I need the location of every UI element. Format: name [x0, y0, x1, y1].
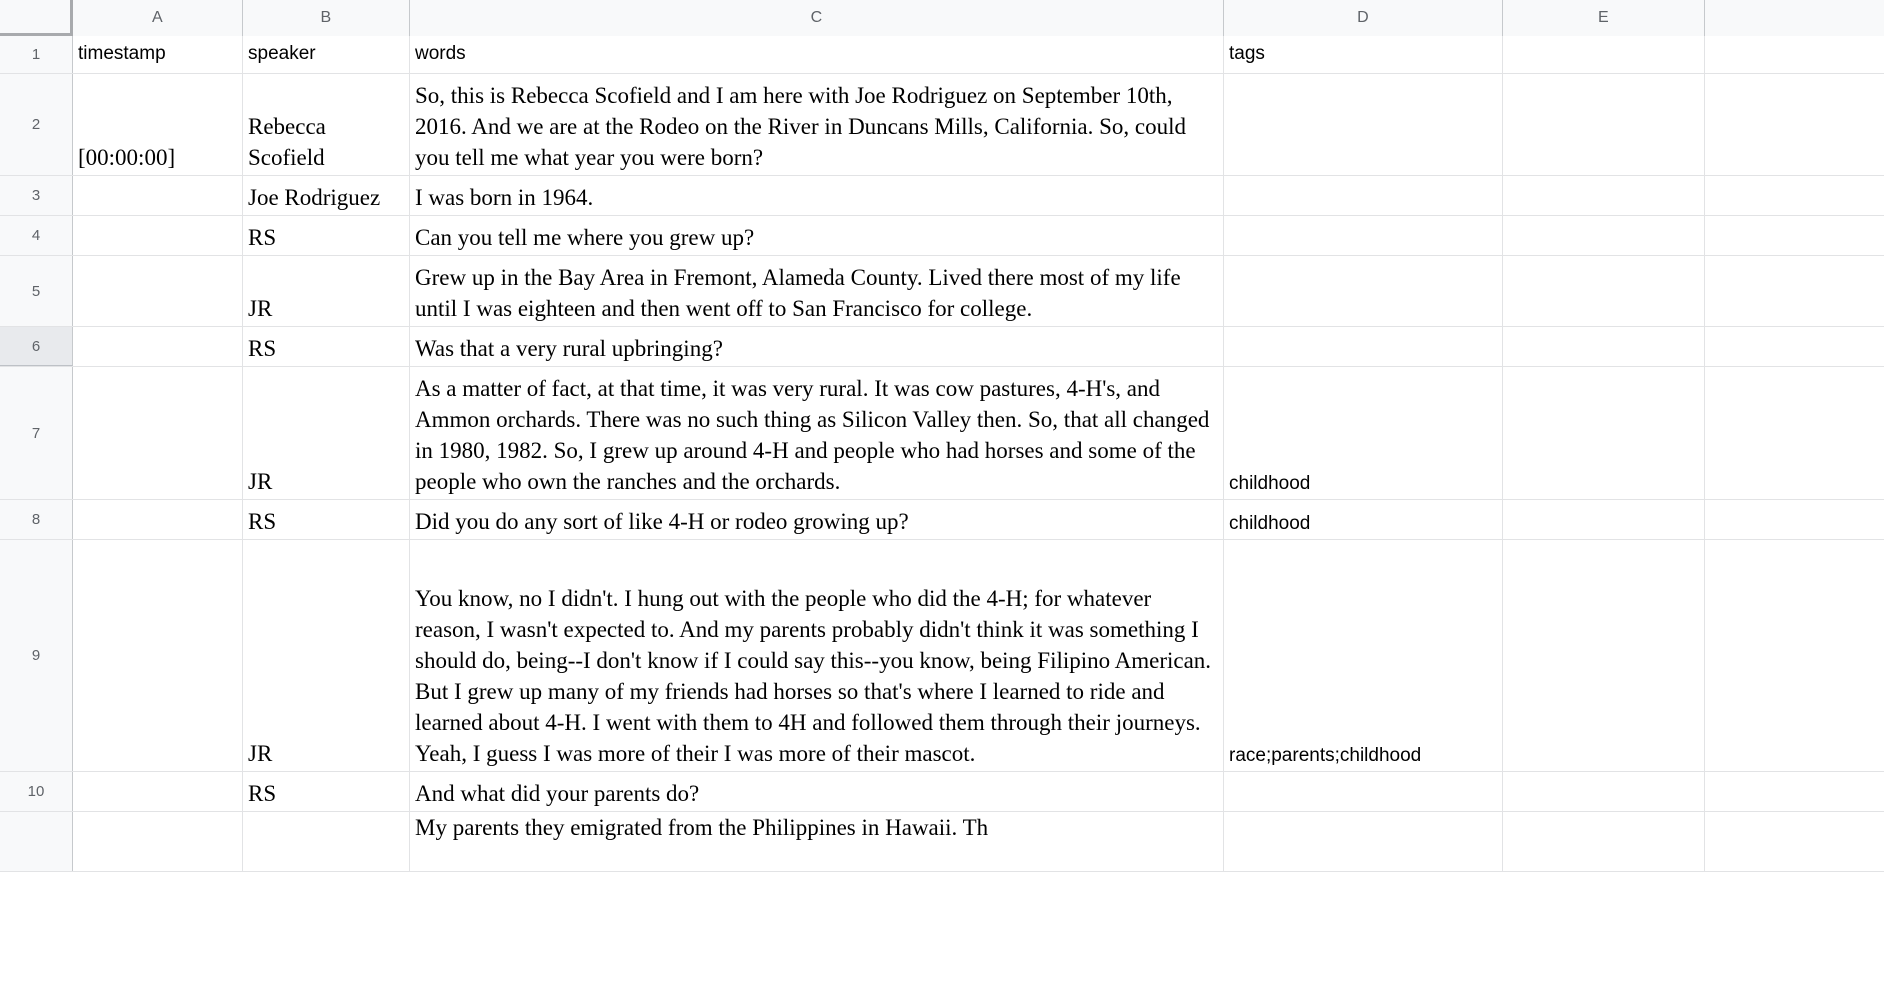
column-header-c[interactable]: C: [410, 0, 1224, 36]
cell-c9[interactable]: [410, 540, 1224, 771]
cell-b5[interactable]: [243, 256, 410, 326]
cell-e7[interactable]: [1503, 367, 1705, 499]
cell-d9-text: race;parents;childhood: [1229, 745, 1422, 766]
cell-c11-text: My parents they emigrated from the Philippines in Hawaii. Th: [415, 815, 989, 840]
cell-d11[interactable]: [1224, 812, 1503, 871]
cell-c1-text: words: [415, 42, 466, 64]
cell-a9[interactable]: [73, 540, 243, 771]
cell-c5-text: Grew up in the Bay Area in Fremont, Alameda County. Lived there most of my life until I was eighteen and then went off to San Francisco for college.: [415, 265, 1187, 321]
cell-b4-text: RS: [248, 225, 277, 250]
table-row[interactable]: [0, 327, 1884, 367]
cell-d1-text: tags: [1229, 42, 1265, 64]
cell-b9-text: JR: [248, 741, 273, 766]
cell-c8[interactable]: [410, 500, 1224, 539]
table-row[interactable]: [0, 540, 1884, 772]
cell-f4[interactable]: [1705, 216, 1884, 255]
row-header-2[interactable]: 2: [0, 74, 73, 175]
cell-b3-text: Joe Rodriguez: [248, 185, 381, 210]
cell-a11[interactable]: [73, 812, 243, 871]
cell-c1[interactable]: [410, 36, 1224, 73]
row-header-1[interactable]: 1: [0, 36, 73, 73]
cell-c7[interactable]: [410, 367, 1224, 499]
cell-c4[interactable]: [410, 216, 1224, 255]
cell-b1-text: speaker: [248, 42, 316, 64]
cell-f11[interactable]: [1705, 812, 1884, 871]
column-header-d[interactable]: D: [1224, 0, 1503, 36]
cell-d1[interactable]: [1224, 36, 1503, 73]
cell-a4[interactable]: [73, 216, 243, 255]
cell-b5-text: JR: [248, 296, 273, 321]
cell-b7[interactable]: [243, 367, 410, 499]
cell-f7[interactable]: [1705, 367, 1884, 499]
cell-e8[interactable]: [1503, 500, 1705, 539]
cell-a7[interactable]: [73, 367, 243, 499]
cell-f9[interactable]: [1705, 540, 1884, 771]
column-header-row: [0, 0, 1884, 36]
row-header-7[interactable]: 7: [0, 367, 73, 499]
cell-b10[interactable]: [243, 772, 410, 811]
table-row[interactable]: [0, 500, 1884, 540]
cell-b9[interactable]: [243, 540, 410, 771]
column-header-b[interactable]: B: [243, 0, 410, 36]
cell-b1[interactable]: [243, 36, 410, 73]
cell-a1[interactable]: [73, 36, 243, 73]
table-row[interactable]: [0, 772, 1884, 812]
cell-a3[interactable]: [73, 176, 243, 215]
cell-b11[interactable]: [243, 812, 410, 871]
cell-d5[interactable]: [1224, 256, 1503, 326]
table-row[interactable]: [0, 36, 1884, 74]
row-header-6[interactable]: 6: [0, 327, 73, 366]
cell-c5[interactable]: [410, 256, 1224, 326]
cell-d4[interactable]: [1224, 216, 1503, 255]
cell-f1[interactable]: [1705, 36, 1884, 73]
cell-d9[interactable]: [1224, 540, 1503, 771]
row-header-4[interactable]: 4: [0, 216, 73, 255]
cell-a5[interactable]: [73, 256, 243, 326]
cell-a2[interactable]: [73, 74, 243, 175]
cell-f6[interactable]: [1705, 327, 1884, 366]
cell-a2-text: [00:00:00]: [78, 145, 176, 170]
cell-c7-text: As a matter of fact, at that time, it was very rural. It was cow pastures, 4-H's, and Ammon orchards. There was no such thing as Silicon Valley then. So, that all changed in 1980, 1982. So, I grew up around 4-H and people who had horses and some of the people who own the ranches and the orchards.: [415, 376, 1216, 494]
row-header-9[interactable]: 9: [0, 540, 73, 771]
cell-c8-text: Did you do any sort of like 4-H or rodeo growing up?: [415, 509, 909, 534]
grid-body: [0, 36, 1884, 872]
cell-d10[interactable]: [1224, 772, 1503, 811]
cell-c6-text: Was that a very rural upbringing?: [415, 336, 723, 361]
cell-c2-text: So, this is Rebecca Scofield and I am here with Joe Rodriguez on September 10th, 2016. And we are at the Rodeo on the River in Duncans Mills, California. So, could you tell me what year you were born?: [415, 83, 1192, 170]
column-header-e[interactable]: E: [1503, 0, 1705, 36]
column-header-a[interactable]: A: [73, 0, 243, 36]
row-header-10[interactable]: 10: [0, 772, 73, 811]
cell-d7[interactable]: [1224, 367, 1503, 499]
cell-e2[interactable]: [1503, 74, 1705, 175]
cell-b2-text: Rebecca Scofield: [248, 114, 332, 170]
cell-b7-text: JR: [248, 469, 273, 494]
cell-f5[interactable]: [1705, 256, 1884, 326]
table-row[interactable]: [0, 367, 1884, 500]
table-row[interactable]: [0, 216, 1884, 256]
cell-d2[interactable]: [1224, 74, 1503, 175]
table-row[interactable]: [0, 812, 1884, 872]
cell-b3[interactable]: [243, 176, 410, 215]
cell-e3[interactable]: [1503, 176, 1705, 215]
cell-c3-text: I was born in 1964.: [415, 185, 594, 210]
cell-c11[interactable]: [410, 812, 1224, 871]
cell-e11[interactable]: [1503, 812, 1705, 871]
cell-d3[interactable]: [1224, 176, 1503, 215]
table-row[interactable]: [0, 256, 1884, 327]
cell-c9-text: You know, no I didn't. I hung out with the people who did the 4-H; for whatever reason, I wasn't expected to. And my parents probably didn't think it was something I should do, being--I don't know if I could say this--you know, being Filipino American. But I grew up many of my friends had horses so that's where I learned to ride and learned about 4-H. I went with them to 4H and followed them through their journeys. Yeah, I guess I was more of their I was more of their mascot.: [415, 586, 1217, 766]
cell-b2[interactable]: [243, 74, 410, 175]
cell-e10[interactable]: [1503, 772, 1705, 811]
cell-a6[interactable]: [73, 327, 243, 366]
table-row[interactable]: [0, 74, 1884, 176]
cell-f8[interactable]: [1705, 500, 1884, 539]
cell-a1-text: timestamp: [78, 42, 166, 64]
cell-e6[interactable]: [1503, 327, 1705, 366]
cell-a8[interactable]: [73, 500, 243, 539]
cell-e1[interactable]: [1503, 36, 1705, 73]
cell-d8-text: childhood: [1229, 513, 1311, 534]
cell-c10-text: And what did your parents do?: [415, 781, 700, 806]
row-header-8[interactable]: 8: [0, 500, 73, 539]
cell-c4-text: Can you tell me where you grew up?: [415, 225, 755, 250]
select-all-corner-cell[interactable]: [0, 0, 73, 36]
row-header-11[interactable]: [0, 812, 73, 871]
cell-c2[interactable]: [410, 74, 1224, 175]
row-header-5[interactable]: 5: [0, 256, 73, 326]
cell-c3[interactable]: [410, 176, 1224, 215]
cell-b6[interactable]: [243, 327, 410, 366]
cell-a10[interactable]: [73, 772, 243, 811]
cell-d6[interactable]: [1224, 327, 1503, 366]
column-header-f[interactable]: [1705, 0, 1884, 36]
cell-f10[interactable]: [1705, 772, 1884, 811]
cell-b10-text: RS: [248, 781, 277, 806]
cell-f2[interactable]: [1705, 74, 1884, 175]
row-header-3[interactable]: 3: [0, 176, 73, 215]
table-row[interactable]: [0, 176, 1884, 216]
cell-b8-text: RS: [248, 509, 277, 534]
cell-c10[interactable]: [410, 772, 1224, 811]
cell-b4[interactable]: [243, 216, 410, 255]
cell-e9[interactable]: [1503, 540, 1705, 771]
cell-d8[interactable]: [1224, 500, 1503, 539]
cell-c6[interactable]: [410, 327, 1224, 366]
cell-b8[interactable]: [243, 500, 410, 539]
cell-d7-text: childhood: [1229, 473, 1311, 494]
cell-b6-text: RS: [248, 336, 277, 361]
cell-e5[interactable]: [1503, 256, 1705, 326]
cell-f3[interactable]: [1705, 176, 1884, 215]
cell-e4[interactable]: [1503, 216, 1705, 255]
